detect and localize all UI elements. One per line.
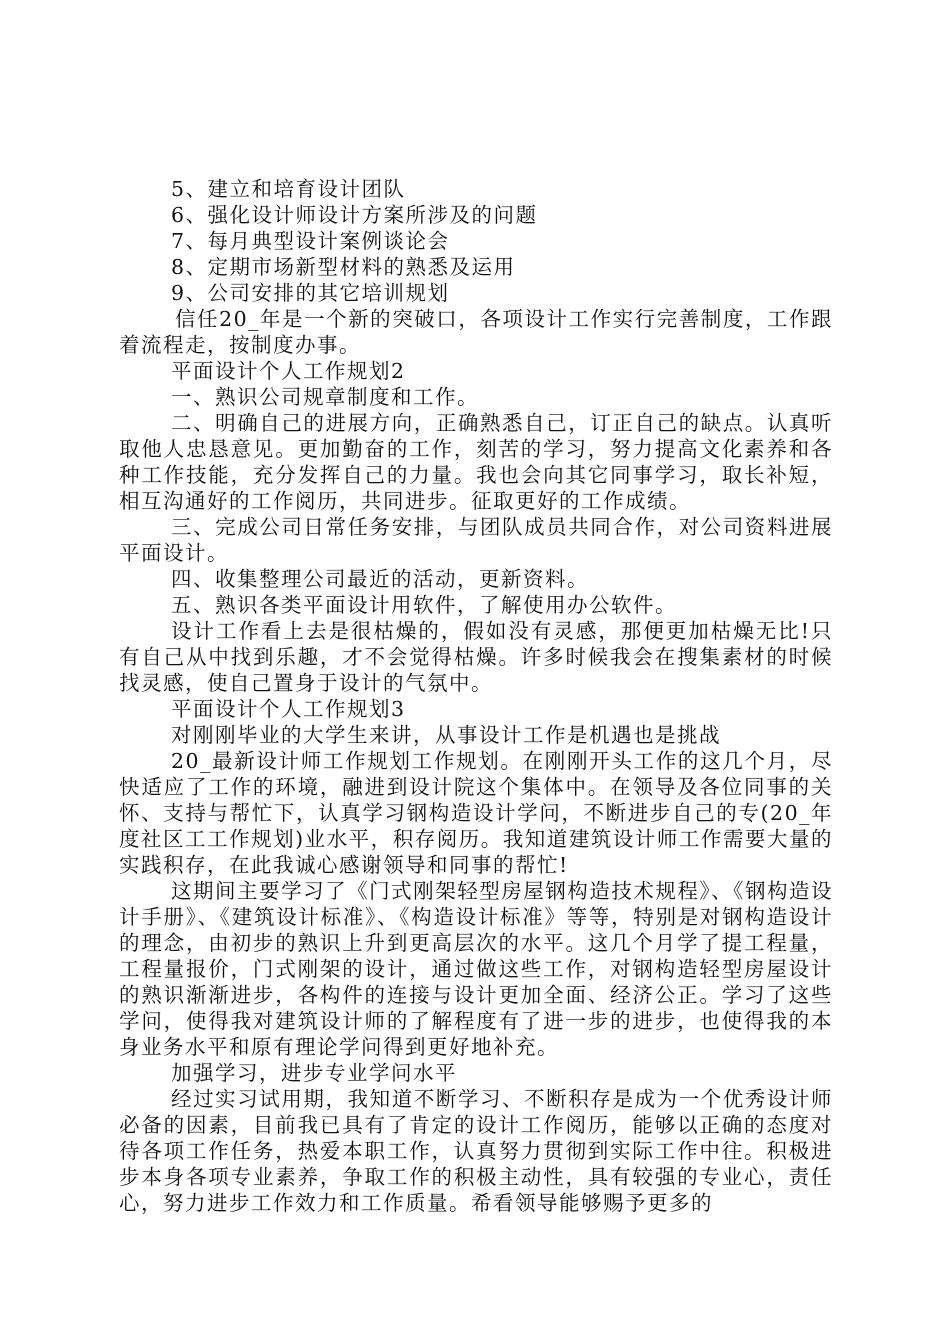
list-item: 7、每月典型设计案例谈论会	[171, 229, 450, 253]
list-item: 9、公司安排的其它培训规划	[171, 281, 450, 305]
paragraph-trust: 信任20_年是一个新的突破口，各项设计工作实行完善制度，工作跟着流程走，按制度办事。	[119, 307, 833, 357]
paragraph: 二、明确自己的进展方向，正确熟悉自己，订正自己的缺点。认真听取他人忠恳意见。更加勤奋的工作，刻苦的学习，努力提高文化素养和各种工作技能，充分发挥自己的力量。我也会向其它同事学习，取长补短，相互沟通好的工作阅历，共同进步。征取更好的工作成绩。	[119, 411, 833, 513]
list-item: 5、建立和培育设计团队	[171, 177, 406, 201]
paragraph: 三、完成公司日常任务安排，与团队成员共同合作，对公司资料进展平面设计。	[119, 515, 833, 565]
document-body	[119, 176, 833, 1216]
paragraph: 五、熟识各类平面设计用软件，了解使用办公软件。	[171, 593, 677, 617]
paragraph-final: 经过实习试用期，我知道不断学习、不断积存是成为一个优秀设计师必备的因素，目前我已具有了肯定的设计工作阅历，能够以正确的态度对待各项工作任务，热爱本职工作，认真努力贯彻到实际工作中往。积极进步本身各项专业素养，争取工作的积极主动性，具有较强的专业心，责任心，努力进步工作效力和工作质量。希看领导能够赐予更多的	[119, 1087, 833, 1215]
section-heading-3: 平面设计个人工作规划3	[171, 697, 406, 721]
section-heading-study: 加强学习，进步专业学问水平	[171, 1061, 457, 1085]
paragraph: 四、收集整理公司最近的活动，更新资料。	[171, 567, 589, 591]
list-item: 6、强化设计师设计方案所涉及的问题	[171, 203, 538, 227]
paragraph: 设计工作看上去是很枯燥的，假如没有灵感，那便更加枯燥无比!只有自己从中找到乐趣，才不会觉得枯燥。许多时候我会在搜集素材的时候找灵感，使自己置身于设计的气氛中。	[119, 619, 833, 695]
section-heading-2: 平面设计个人工作规划2	[171, 359, 406, 383]
list-item: 8、定期市场新型材料的熟悉及运用	[171, 255, 516, 279]
paragraph: 这期间主要学习了《门式刚架轻型房屋钢构造技术规程》、《钢构造设计手册》、《建筑设计标准》、《构造设计标准》等等，特别是对钢构造设计的理念，由初步的熟识上升到更高层次的水平。这几个月学了提工程量，工程量报价，门式刚架的设计，通过做这些工作，对钢构造轻型房屋设计的熟识渐渐进步，各构件的连接与设计更加全面、经济公正。学习了这些学问，使得我对建筑设计师的了解程度有了进一步的进步，也使得我的本身业务水平和原有理论学问得到更好地补充。	[119, 879, 833, 1059]
paragraph: 20_最新设计师工作规划工作规划。在刚刚开头工作的这几个月，尽快适应了工作的环境，融进到设计院这个集体中。在领导及各位同事的关怀、支持与帮忙下，认真学习钢构造设计学问，不断进步自己的专(20_年度社区工工作规划)业水平，积存阅历。我知道建筑设计师工作需要大量的实践积存，在此我诚心感谢领导和同事的帮忙!	[119, 749, 833, 877]
paragraph: 对刚刚毕业的大学生来讲，从事设计工作是机遇也是挑战	[171, 723, 721, 747]
paragraph: 一、熟识公司规章制度和工作。	[171, 385, 479, 409]
